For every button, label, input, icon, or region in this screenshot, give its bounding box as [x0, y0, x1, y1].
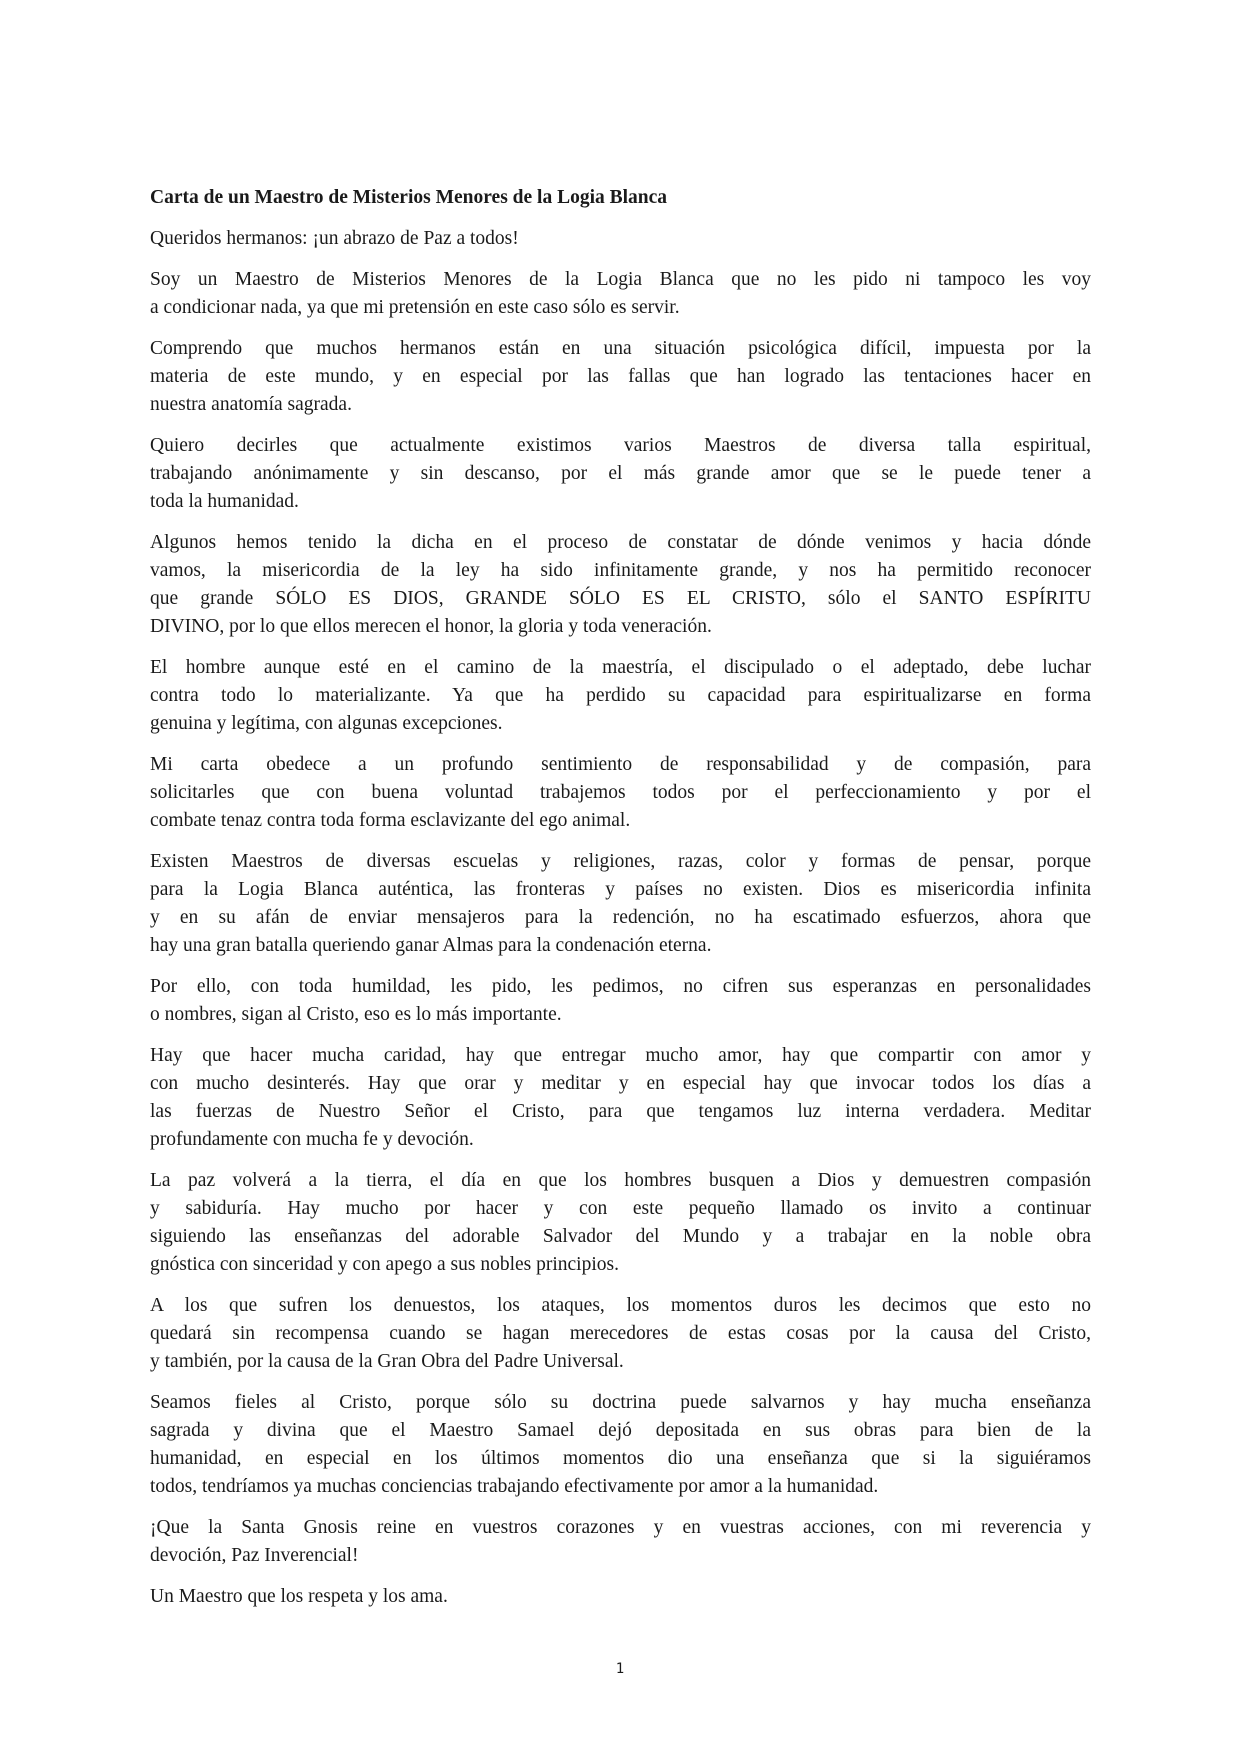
paragraph-line: trabajando anónimamente y sin descanso, por el más grande amor que se le puede tener a: [150, 463, 1091, 484]
paragraph-line: Existen Maestros de diversas escuelas y religiones, razas, color y formas de pensar, porque: [150, 851, 1091, 872]
paragraph: [150, 848, 1091, 960]
paragraph-line: hay una gran batalla queriendo ganar Almas para la condenación eterna.: [150, 935, 712, 956]
paragraph: [150, 1292, 1091, 1376]
paragraph: [150, 1167, 1091, 1279]
paragraph-line: siguiendo las enseñanzas del adorable Salvador del Mundo y a trabajar en la noble obra: [150, 1226, 1091, 1247]
paragraph-line: ¡Que la Santa Gnosis reine en vuestros corazones y en vuestras acciones, con mi reverencia y: [150, 1517, 1091, 1538]
paragraph-line: Un Maestro que los respeta y los ama.: [150, 1586, 448, 1607]
paragraph-line: quedará sin recompensa cuando se hagan merecedores de estas cosas por la causa del Cristo,: [150, 1323, 1091, 1344]
paragraph: [150, 654, 1091, 738]
paragraph-line: profundamente con mucha fe y devoción.: [150, 1129, 474, 1150]
paragraph-line: Comprendo que muchos hermanos están en una situación psicológica difícil, impuesta por la: [150, 338, 1091, 359]
paragraph-line: Mi carta obedece a un profundo sentimiento de responsabilidad y de compasión, para: [150, 754, 1091, 775]
paragraph-line: Quiero decirles que actualmente existimos varios Maestros de diversa talla espiritual,: [150, 435, 1091, 456]
paragraph-line: gnóstica con sinceridad y con apego a sus nobles principios.: [150, 1254, 619, 1275]
paragraph-line: vamos, la misericordia de la ley ha sido infinitamente grande, y nos ha permitido reconocer: [150, 560, 1091, 581]
paragraph-line: humanidad, en especial en los últimos momentos dio una enseñanza que si la siguiéramos: [150, 1448, 1091, 1469]
paragraph-line: todos, tendríamos ya muchas conciencias trabajando efectivamente por amor a la humanidad.: [150, 1476, 879, 1497]
paragraph-line: para la Logia Blanca auténtica, las fronteras y países no existen. Dios es misericordia infinita: [150, 879, 1091, 900]
paragraph: [150, 432, 1091, 516]
paragraph-line: materia de este mundo, y en especial por las fallas que han logrado las tentaciones hacer en: [150, 366, 1091, 387]
paragraph-line: devoción, Paz Inverencial!: [150, 1545, 359, 1566]
paragraph: [150, 335, 1091, 419]
document-content: [150, 184, 1091, 1624]
paragraph-line: Queridos hermanos: ¡un abrazo de Paz a todos!: [150, 228, 519, 249]
document-body: [150, 225, 1091, 1611]
paragraph-line: El hombre aunque esté en el camino de la maestría, el discipulado o el adeptado, debe luchar: [150, 657, 1091, 678]
paragraph-line: sagrada y divina que el Maestro Samael dejó depositada en sus obras para bien de la: [150, 1420, 1091, 1441]
paragraph-line: toda la humanidad.: [150, 491, 299, 512]
paragraph-line: a condicionar nada, ya que mi pretensión en este caso sólo es servir.: [150, 297, 680, 318]
paragraph-line: solicitarles que con buena voluntad trabajemos todos por el perfeccionamiento y por el: [150, 782, 1091, 803]
paragraph-line: que grande SÓLO ES DIOS, GRANDE SÓLO ES EL CRISTO, sólo el SANTO ESPÍRITU: [150, 588, 1091, 609]
paragraph-line: con mucho desinterés. Hay que orar y meditar y en especial hay que invocar todos los días a: [150, 1073, 1091, 1094]
paragraph: [150, 529, 1091, 641]
page-number: 1: [615, 1661, 625, 1677]
paragraph: [150, 1389, 1091, 1501]
paragraph-line: Hay que hacer mucha caridad, hay que entregar mucho amor, hay que compartir con amor y: [150, 1045, 1091, 1066]
paragraph-line: A los que sufren los denuestos, los ataques, los momentos duros les decimos que esto no: [150, 1295, 1091, 1316]
paragraph-line: Por ello, con toda humildad, les pido, les pedimos, no cifren sus esperanzas en personalidades: [150, 976, 1091, 997]
paragraph-line: Algunos hemos tenido la dicha en el proceso de constatar de dónde venimos y hacia dónde: [150, 532, 1091, 553]
document-title: Carta de un Maestro de Misterios Menores de la Logia Blanca: [150, 187, 668, 208]
paragraph-line: las fuerzas de Nuestro Señor el Cristo, para que tengamos luz interna verdadera. Meditar: [150, 1101, 1091, 1122]
paragraph: [150, 225, 1091, 253]
paragraph: [150, 751, 1091, 835]
paragraph-line: contra todo lo materializante. Ya que ha perdido su capacidad para espiritualizarse en forma: [150, 685, 1091, 706]
paragraph-line: Soy un Maestro de Misterios Menores de la Logia Blanca que no les pido ni tampoco les voy: [150, 269, 1091, 290]
paragraph-line: y también, por la causa de la Gran Obra del Padre Universal.: [150, 1351, 624, 1372]
paragraph: [150, 1042, 1091, 1154]
paragraph-line: Seamos fieles al Cristo, porque sólo su doctrina puede salvarnos y hay mucha enseñanza: [150, 1392, 1091, 1413]
paragraph-line: o nombres, sigan al Cristo, eso es lo más importante.: [150, 1004, 562, 1025]
paragraph-line: nuestra anatomía sagrada.: [150, 394, 352, 415]
paragraph-line: y en su afán de enviar mensajeros para la redención, no ha escatimado esfuerzos, ahora que: [150, 907, 1091, 928]
paragraph: [150, 266, 1091, 322]
paragraph-line: y sabiduría. Hay mucho por hacer y con este pequeño llamado os invito a continuar: [150, 1198, 1091, 1219]
paragraph-line: La paz volverá a la tierra, el día en que los hombres busquen a Dios y demuestren compasión: [150, 1170, 1091, 1191]
paragraph-line: combate tenaz contra toda forma esclavizante del ego animal.: [150, 810, 631, 831]
paragraph: [150, 973, 1091, 1029]
paragraph: [150, 1514, 1091, 1570]
paragraph: [150, 1583, 1091, 1611]
paragraph-line: genuina y legítima, con algunas excepciones.: [150, 713, 503, 734]
paragraph-line: DIVINO, por lo que ellos merecen el honor, la gloria y toda veneración.: [150, 616, 712, 637]
